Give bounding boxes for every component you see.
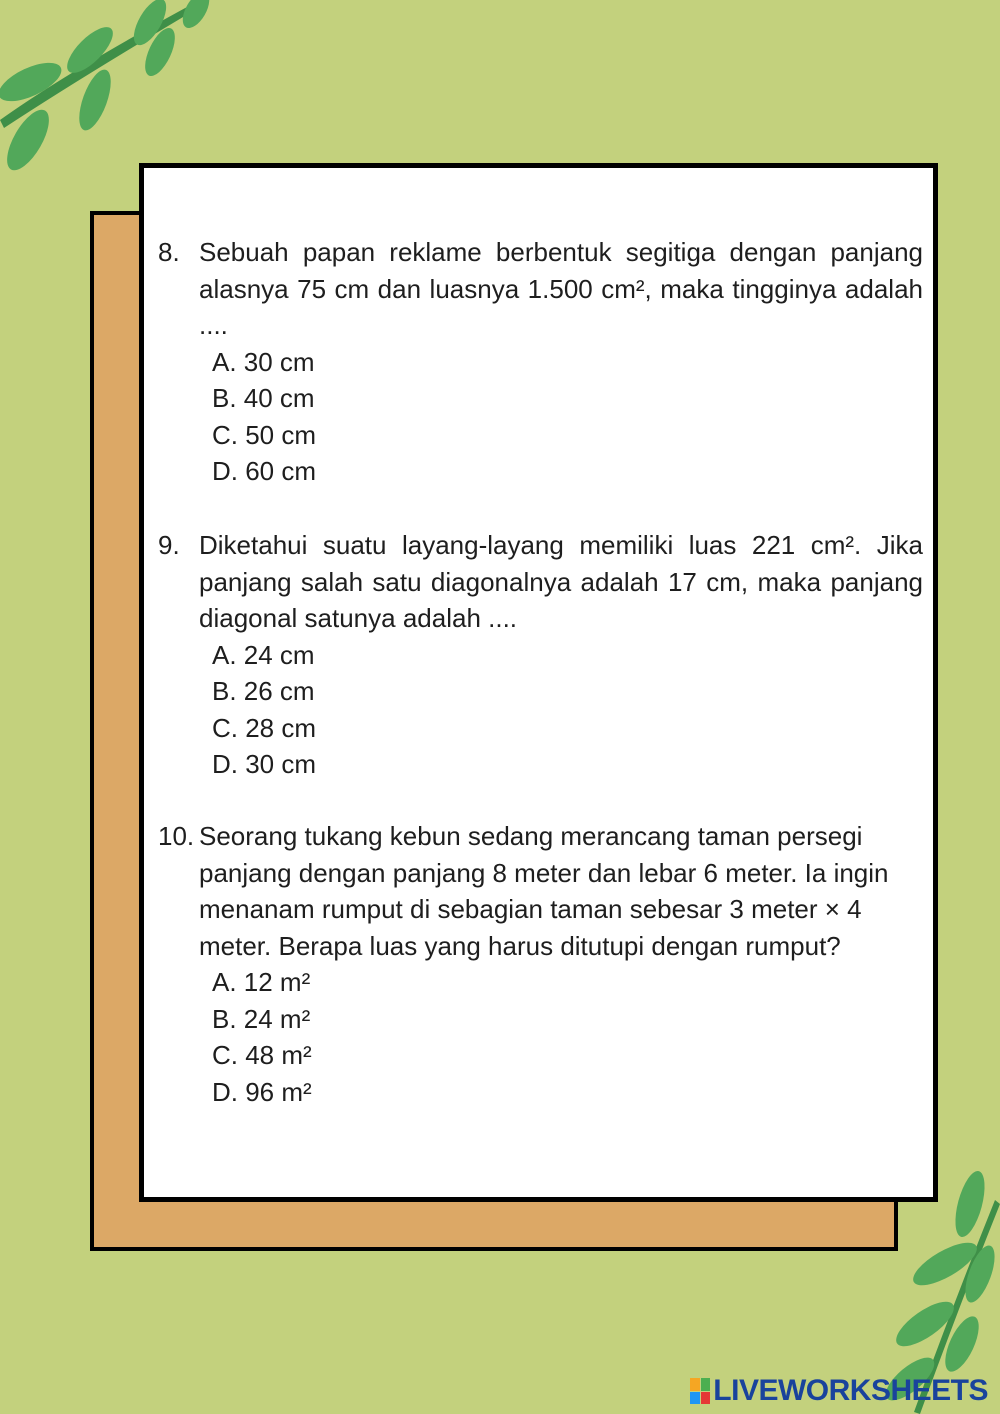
option-a[interactable]: A. 24 cm (212, 639, 315, 670)
question-number: 8. (158, 237, 180, 267)
answer-options (212, 637, 923, 783)
question-number: 10. (158, 821, 195, 851)
question-text: Diketahui suatu layang-layang memiliki luas 221 cm². Jika panjang salah satu diagonalnya adalah 17 cm, maka panjang diagonal satunya adalah .... (199, 530, 923, 633)
option-d[interactable]: D. 60 cm (212, 456, 317, 486)
option-a[interactable]: A. 30 cm (212, 346, 315, 377)
option-a[interactable]: A. 12 m² (212, 967, 311, 997)
question-8 (158, 234, 923, 490)
option-b[interactable]: B. 26 cm (212, 676, 315, 706)
option-d[interactable]: D. 30 cm (212, 749, 317, 779)
option-c[interactable]: C. 50 cm (212, 419, 317, 450)
option-c[interactable]: C. 28 cm (212, 712, 317, 743)
answer-options (212, 344, 923, 490)
question-text: Sebuah papan reklame berbentuk segitiga dengan panjang alasnya 75 cm dan luasnya 1.500 cm², maka tingginya adalah .... (199, 237, 923, 340)
liveworksheets-brand[interactable] (690, 1376, 988, 1406)
question-number: 9. (158, 530, 180, 560)
liveworksheets-logo-icon (690, 1378, 710, 1404)
brand-name: LIVEWORKSHEETS (713, 1374, 988, 1407)
answer-options (212, 964, 923, 1110)
question-text: Seorang tukang kebun sedang merancang taman persegi panjang dengan panjang 8 meter dan lebar 6 meter. Ia ingin menanam rumput di sebagian taman sebesar 3 meter × 4 meter. Berapa luas yang harus ditutupi dengan rumput? (199, 821, 889, 961)
option-c[interactable]: C. 48 m² (212, 1040, 312, 1070)
question-card (139, 163, 938, 1202)
option-b[interactable]: B. 24 m² (212, 1003, 311, 1034)
question-9 (158, 527, 923, 783)
option-d[interactable]: D. 96 m² (212, 1076, 312, 1107)
question-10 (158, 818, 923, 1110)
option-b[interactable]: B. 40 cm (212, 383, 315, 413)
